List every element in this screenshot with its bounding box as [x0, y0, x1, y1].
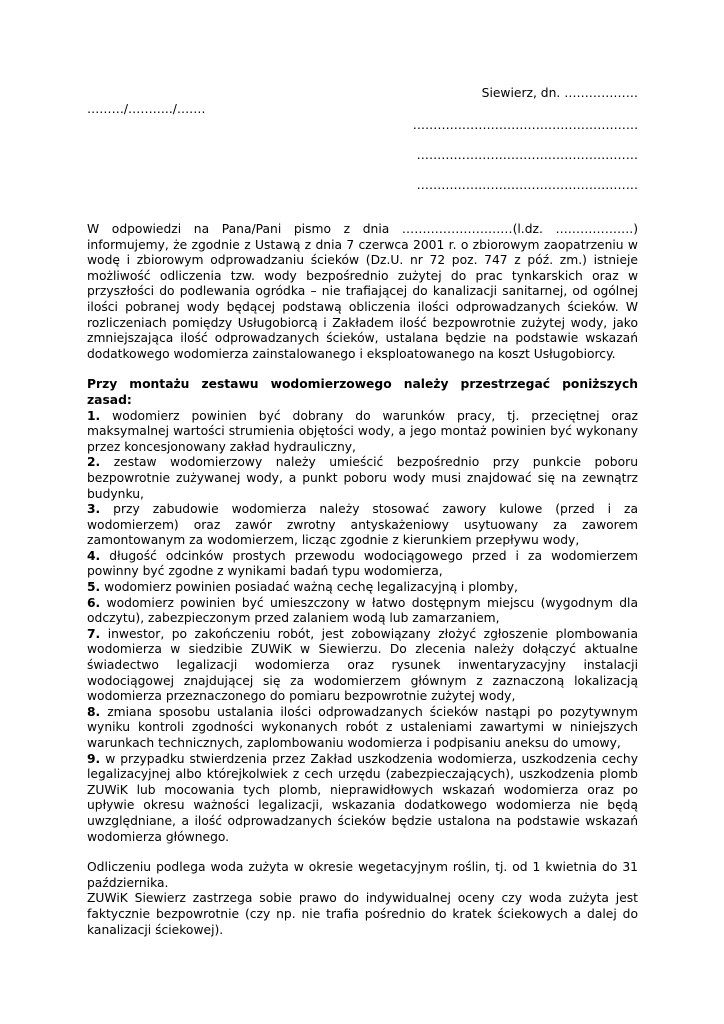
closing-paragraph: ZUWiK Siewierz zastrzega sobie prawo do indywidualnej oceny czy woda zużyta jest faktycznie bezpowrotnie (czy np. nie trafia pośrednio do kratek ściekowych a dalej do kanalizacji ściekowej).: [87, 891, 638, 937]
letter-body: [87, 222, 638, 938]
rule-number: 1.: [87, 408, 101, 423]
rule-item: [87, 549, 638, 580]
rule-item: [87, 705, 638, 752]
recipient-address-line: ………………………………………………: [416, 178, 638, 192]
rule-item: [87, 455, 638, 502]
rule-text: w przypadku stwierdzenia przez Zakład uszkodzenia wodomierza, uszkodzenia cechy legalizacyjnej albo którejkolwiek z cech urzędu (zabezpieczających), uszkodzenia plomb ZUWiK lub mocowania tych plomb, nieprawidłowych wskazań wodomierza oraz po upływie okresu ważności legalizacji, wskazania dodatkowego wodomierza nie będą uwzględniane, a ilość odprowadzanych ścieków będzie ustalona na podstawie wskazań wodomierza głównego.: [87, 751, 638, 844]
rule-item: [87, 409, 638, 456]
rule-number: 8.: [87, 704, 101, 719]
rule-item: [87, 580, 638, 596]
rule-item: [87, 627, 638, 705]
recipient-address-line: ………………………………………………: [416, 148, 638, 162]
rule-text: zmiana sposobu ustalania ilości odprowadzanych ścieków nastąpi po pozytywnym wyniku kontroli zgodności wykonanych robót z ustaleniami zawartymi w niniejszych warunkach technicznych, zaplombowaniu wodomierza i podpisaniu aneksu do umowy,: [87, 704, 638, 750]
rule-number: 3.: [87, 502, 101, 517]
rule-text: wodomierz powinien być dobrany do warunków pracy, tj. przeciętnej oraz maksymalnej wartości strumienia objętości wody, a jego montaż powinien być wykonany przez koncesjonowany zakład hydrauliczny,: [87, 408, 638, 454]
recipient-address-line: ……………………………………………….: [412, 118, 638, 132]
intro-paragraph: W odpowiedzi na Pana/Pani pismo z dnia ………………………(l.dz. ……………….) informujemy, że zgodnie z Ustawą z dnia 7 czerwca 2001 r. o zbiorowym zaopatrzeniu w wodę i zbiorowym odprowadzaniu ścieków (Dz.U. nr 72 poz. 747 z póź. zm.) istnieje możliwość odliczenia tzw. wody bezpośrednio zużytej do prac tynkarskich oraz w przyszłości do podlewania ogródka – nie trafiającej do kanalizacji sanitarnej, od ogólnej ilości pobranej wody będącej podstawą obliczenia ilości odprowadzanych ścieków. W rozliczeniach pomiędzy Usługobiorcą i Zakładem ilość bezpowrotnie zużytej wody, jako zmniejszająca ilość odprowadzanych ścieków, ustalana będzie na podstawie wskazań dodatkowego wodomierza zainstalowanego i eksploatowanego na koszt Usługobiorcy.: [87, 222, 638, 361]
rule-number: 4.: [87, 548, 101, 563]
place-and-date: Siewierz, dn. ………………: [481, 86, 638, 100]
rule-number: 7.: [87, 626, 101, 641]
rule-text: długość odcinków prostych przewodu wodociągowego przed i za wodomierzem powinny być zgodne z wynikami badań typu wodomierza,: [87, 548, 638, 579]
rule-item: [87, 596, 638, 627]
rule-text: przy zabudowie wodomierza należy stosować zawory kulowe (przed i za wodomierzem) oraz zawór zwrotny antyskażeniowy usytuowany za zaworem zamontowanym za wodomierzem, licząc zgodnie z kierunkiem przepływu wody,: [87, 502, 638, 548]
rule-text: zestaw wodomierzowy należy umieścić bezpośrednio przy punkcie poboru bezpowrotnie zużywanej wody, a punkt poboru wody musi znajdować się na zewnątrz budynku,: [87, 455, 638, 501]
rules-title: Przy montażu zestawu wodomierzowego należy przestrzegać poniższych zasad:: [87, 377, 638, 407]
rule-text: wodomierz powinien być umieszczony w łatwo dostępnym miejscu (wygodnym dla odczytu), zabezpieczonym przed zalaniem wodą lub zamarzaniem,: [87, 595, 638, 626]
rule-number: 5.: [87, 580, 101, 595]
reference-number: ………/………../…….: [87, 102, 206, 116]
rule-number: 9.: [87, 751, 101, 766]
closing-paragraph: Odliczeniu podlega woda zużyta w okresie wegetacyjnym roślin, tj. od 1 kwietnia do 31 października.: [87, 860, 638, 890]
rule-item: [87, 502, 638, 549]
rule-text: wodomierz powinien posiadać ważną cechę legalizacyjną i plomby,: [100, 580, 518, 595]
rule-text: inwestor, po zakończeniu robót, jest zobowiązany złożyć zgłoszenie plombowania wodomierza w siedzibie ZUWiK w Siewierzu. Do zlecenia należy dołączyć aktualne świadectwo legalizacji wodomierza oraz rysunek inwentaryzacyjny instalacji wodociągowej znajdującej się za wodomierzem głównym z zaznaczoną lokalizacją wodomierza przeznaczonego do pomiaru bezpowrotnie zużytej wody,: [87, 626, 638, 704]
rule-number: 6.: [87, 595, 101, 610]
rule-number: 2.: [87, 455, 101, 470]
rule-item: [87, 752, 638, 846]
